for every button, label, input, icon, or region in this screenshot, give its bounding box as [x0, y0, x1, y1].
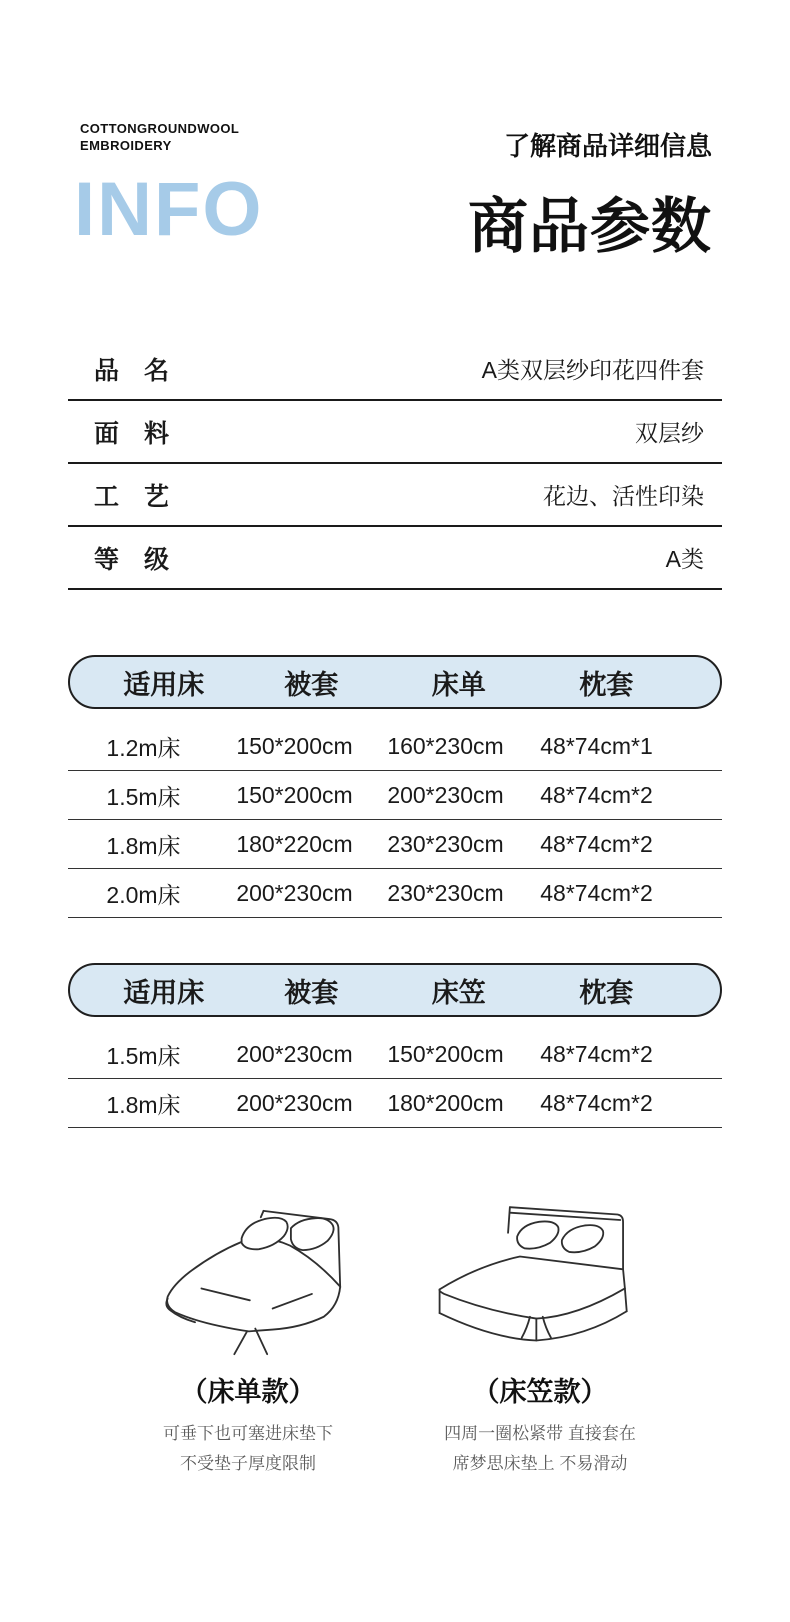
page-subtitle: 了解商品详细信息 — [503, 131, 712, 161]
col-header: 床单 — [431, 669, 486, 700]
size-table-header — [68, 655, 722, 709]
info-logo: INFO — [74, 167, 264, 252]
brand-line1: COTTONGROUNDWOOL — [80, 121, 240, 136]
table-row — [68, 1079, 722, 1128]
col-header: 适用床 — [123, 669, 205, 700]
cell: 48*74cm*2 — [540, 830, 653, 857]
col-header: 被套 — [284, 669, 339, 700]
cell: 1.5m床 — [106, 783, 181, 810]
col-header: 床笠 — [431, 977, 486, 1008]
size-table-header — [68, 963, 722, 1017]
cell: 48*74cm*2 — [540, 1089, 653, 1116]
cell: 150*200cm — [236, 781, 353, 808]
cell: 48*74cm*2 — [540, 879, 653, 906]
spec-row-craft — [68, 464, 722, 527]
cell: 1.2m床 — [106, 734, 181, 761]
table-row — [68, 771, 722, 820]
cell: 200*230cm — [236, 1089, 353, 1116]
spec-value: A类双层纱印花四件套 — [481, 357, 704, 383]
spec-row-name — [68, 338, 722, 401]
cell: 200*230cm — [236, 879, 353, 906]
table-row — [68, 869, 722, 918]
desc-line: 可垂下也可塞进床垫下 — [163, 1424, 333, 1443]
brand-wordmark — [80, 120, 239, 154]
brand-line2: EMBROIDERY — [80, 138, 172, 153]
variant-section — [108, 1178, 680, 1479]
cell: 48*74cm*2 — [540, 781, 653, 808]
cell: 48*74cm*1 — [540, 732, 653, 759]
desc-line: 席梦思床垫上 不易滑动 — [452, 1454, 628, 1473]
page-title: 商品参数 — [468, 193, 712, 260]
cell: 180*220cm — [236, 830, 353, 857]
cell: 150*200cm — [236, 732, 353, 759]
cell: 1.5m床 — [106, 1042, 181, 1069]
variant-flat-sheet — [108, 1178, 388, 1479]
cell: 150*200cm — [387, 1040, 504, 1067]
col-header: 被套 — [284, 977, 339, 1008]
variant-description — [400, 1419, 680, 1479]
cell: 160*230cm — [387, 732, 504, 759]
spec-value: 花边、活性印染 — [543, 483, 704, 509]
col-header: 枕套 — [579, 977, 634, 1008]
cell: 200*230cm — [236, 1040, 353, 1067]
spec-value: A类 — [665, 546, 704, 572]
variant-fitted-sheet — [400, 1178, 680, 1479]
spec-row-fabric — [68, 401, 722, 464]
size-table-body — [68, 1030, 722, 1128]
spec-label: 品 名 — [94, 356, 170, 385]
spec-label: 等 级 — [94, 545, 170, 574]
cell: 200*230cm — [387, 781, 504, 808]
cell: 48*74cm*2 — [540, 1040, 653, 1067]
bed-fitted-sheet-icon — [418, 1178, 662, 1356]
variant-caption: （床单款） — [180, 1377, 316, 1407]
desc-line: 四周一圈松紧带 直接套在 — [444, 1424, 636, 1443]
bed-flat-sheet-icon — [126, 1178, 370, 1356]
col-header: 适用床 — [123, 977, 205, 1008]
cell: 180*200cm — [387, 1089, 504, 1116]
cell: 230*230cm — [387, 830, 504, 857]
spec-list — [68, 338, 722, 590]
table-row — [68, 1030, 722, 1079]
size-table-body — [68, 722, 722, 918]
cell: 1.8m床 — [106, 1091, 181, 1118]
spec-value: 双层纱 — [635, 420, 704, 446]
spec-label: 面 料 — [94, 419, 170, 448]
spec-label: 工 艺 — [94, 482, 170, 511]
table-row — [68, 820, 722, 869]
page-header — [468, 126, 712, 265]
desc-line: 不受垫子厚度限制 — [180, 1454, 316, 1473]
table-row — [68, 722, 722, 771]
cell: 1.8m床 — [106, 832, 181, 859]
cell: 230*230cm — [387, 879, 504, 906]
cell: 2.0m床 — [106, 881, 181, 908]
col-header: 枕套 — [579, 669, 634, 700]
variant-caption: （床笠款） — [472, 1377, 608, 1407]
size-table-sheet — [68, 655, 722, 918]
size-table-fitted — [68, 963, 722, 1128]
variant-description — [108, 1419, 388, 1479]
spec-row-grade — [68, 527, 722, 590]
